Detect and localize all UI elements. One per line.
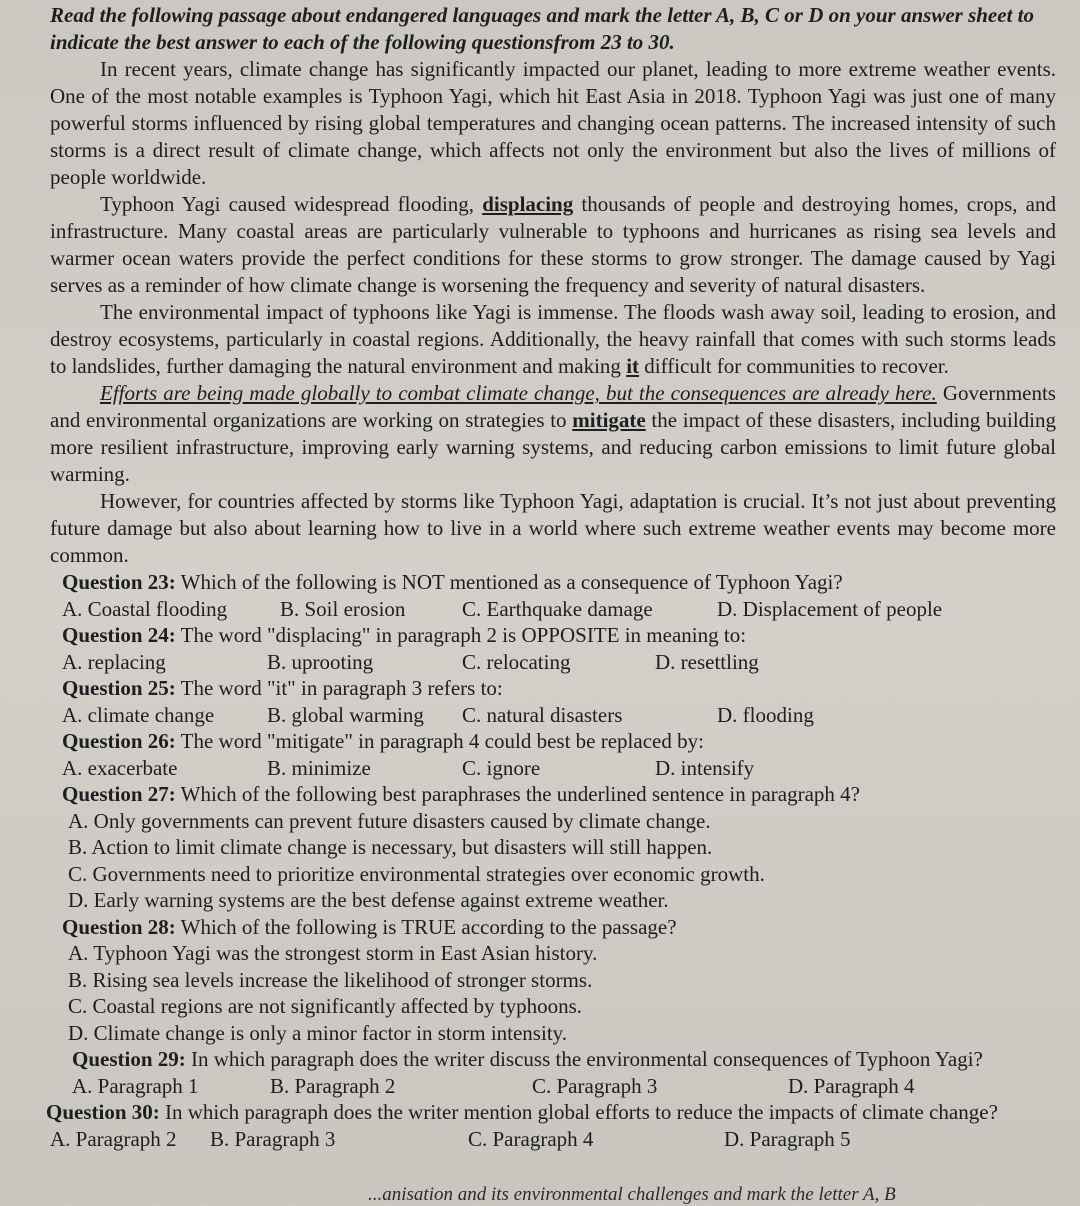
- question-23: [62, 569, 1056, 596]
- question-27-text: Which of the following best paraphrases the underlined sentence in paragraph 4?: [175, 782, 860, 806]
- paragraph-3: [50, 299, 1056, 380]
- option-b[interactable]: B. Rising sea levels increase the likelihood of stronger storms.: [68, 967, 593, 992]
- question-25-label: Question 25:: [62, 676, 176, 700]
- paragraph-4-end: the impact of these disasters, including building more resilient infrastructure, improving early warning systems, and reducing carbon emissions to limit future global warming.: [50, 408, 1056, 486]
- option-d[interactable]: D. Climate change is only a minor factor in storm intensity.: [68, 1020, 568, 1045]
- option-d[interactable]: D. resettling: [655, 649, 759, 674]
- option-c[interactable]: C. relocating: [462, 649, 571, 674]
- paragraph-4-start: Governments and environmental organizations are working on strategies to: [50, 381, 1056, 432]
- question-23-text: Which of the following is NOT mentioned as a consequence of Typhoon Yagi?: [175, 570, 843, 594]
- question-30-label: Question 30:: [46, 1100, 160, 1124]
- question-26-options: [62, 755, 1056, 782]
- question-28-label: Question 28:: [62, 914, 176, 939]
- option-a[interactable]: A. Typhoon Yagi was the strongest storm in East Asian history.: [68, 941, 598, 965]
- question-29-label: Question 29:: [72, 1047, 186, 1071]
- option-b[interactable]: B. uprooting: [267, 649, 374, 674]
- question-24-options: [62, 649, 1056, 676]
- option-d[interactable]: D. intensify: [655, 755, 755, 780]
- question-27: [62, 781, 1056, 808]
- option-b[interactable]: B. Paragraph 2: [270, 1073, 396, 1098]
- paragraph-2-start: Typhoon Yagi caused widespread flooding,: [100, 192, 483, 216]
- option-c[interactable]: C. Earthquake damage: [462, 596, 653, 621]
- question-23-options: [62, 596, 1056, 623]
- paragraph-3-start: The environmental impact of typhoons like Yagi is immense. The floods wash away soil, leading to erosion, and destroy ecosystems, particularly in coastal regions. Additionally, the heavy rainfall that comes with such storms leads to landslides, further damaging the natural environment and making: [50, 300, 1056, 378]
- option-a[interactable]: A. exacerbate: [62, 755, 178, 780]
- option-d[interactable]: D. flooding: [717, 702, 814, 727]
- question-25-options: [62, 702, 1056, 729]
- question-29-options: [72, 1073, 1056, 1100]
- question-29-text: In which paragraph does the writer discuss the environmental consequences of Typhoon Yagi?: [185, 1047, 983, 1071]
- paragraph-1: In recent years, climate change has significantly impacted our planet, leading to more extreme weather events. One of the most notable examples is Typhoon Yagi, which hit East Asia in 2018. Typhoon Yagi was just one of many powerful storms influenced by rising global temperatures and changing ocean patterns. The increased intensity of such storms is a direct result of climate change, which affects not only the environment but also the lives of millions of people worldwide.: [50, 57, 1056, 189]
- question-30: [46, 1099, 1056, 1126]
- option-a[interactable]: A. Paragraph 1: [72, 1073, 199, 1098]
- underlined-word-displacing: displacing: [482, 192, 574, 216]
- question-27-label: Question 27:: [62, 782, 176, 806]
- paragraph-5: However, for countries affected by storms like Typhoon Yagi, adaptation is crucial. It’s not just about preventing future damage but also about learning how to live in a world where such extreme weather events may become more common.: [50, 489, 1056, 567]
- question-26-label: Question 26:: [62, 729, 176, 753]
- paragraph-2: [50, 191, 1056, 299]
- option-b[interactable]: B. Soil erosion: [280, 596, 406, 621]
- question-30-text: In which paragraph does the writer mention global efforts to reduce the impacts of climate change?: [159, 1100, 998, 1124]
- question-30-options: [50, 1126, 1056, 1152]
- option-a[interactable]: A. climate change: [62, 702, 215, 727]
- option-c[interactable]: C. Coastal regions are not significantly affected by typhoons.: [68, 994, 582, 1018]
- underlined-sentence: Efforts are being made globally to combat climate change, but the consequences are already here.: [100, 381, 937, 405]
- question-24-text: The word "displacing" in paragraph 2 is OPPOSITE in meaning to:: [175, 623, 747, 647]
- instruction-text: Read the following passage about endangered languages and mark the letter A, B, C or D on your answer sheet to indicate the best answer to each of the following questionsfrom 23 to 30.: [50, 3, 1034, 54]
- option-d[interactable]: D. Displacement of people: [717, 596, 943, 621]
- question-23-label: Question 23:: [62, 570, 176, 594]
- option-d[interactable]: D. Paragraph 4: [788, 1073, 915, 1098]
- underlined-word-mitigate: mitigate: [572, 408, 646, 432]
- option-a[interactable]: A. Paragraph 2: [50, 1126, 177, 1151]
- option-c[interactable]: C. natural disasters: [462, 702, 623, 727]
- option-c[interactable]: C. Paragraph 3: [532, 1073, 658, 1098]
- question-25: [62, 675, 1056, 702]
- next-instruction-fragment: ...anisation and its environmental challenges and mark the letter A, B: [368, 1184, 896, 1205]
- underlined-word-it: it: [626, 354, 640, 378]
- option-a[interactable]: A. Only governments can prevent future disasters caused by climate change.: [68, 808, 711, 833]
- option-a[interactable]: A. replacing: [62, 649, 166, 674]
- option-c[interactable]: C. Governments need to prioritize environmental strategies over economic growth.: [68, 861, 765, 886]
- question-24-label: Question 24:: [62, 623, 176, 647]
- question-26-text: The word "mitigate" in paragraph 4 could best be replaced by:: [175, 729, 704, 753]
- option-c[interactable]: C. Paragraph 4: [468, 1126, 594, 1151]
- question-26: [62, 728, 1056, 755]
- option-d[interactable]: D. Early warning systems are the best defense against extreme weather.: [68, 888, 669, 912]
- question-29: [72, 1046, 1056, 1073]
- paragraph-4: [50, 380, 1056, 488]
- question-24: [62, 622, 1056, 649]
- paragraph-2-end: thousands of people and destroying homes, crops, and infrastructure. Many coastal areas are particularly vulnerable to typhoons and hurricanes as rising sea levels and warmer ocean waters provide the perfect conditions for these storms to grow stronger. The damage caused by Yagi serves as a reminder of how climate change is worsening the frequency and severity of natural disasters.: [50, 192, 1056, 297]
- option-b[interactable]: B. minimize: [267, 755, 371, 780]
- question-28: [62, 914, 1056, 941]
- question-28-text: Which of the following is TRUE according to the passage?: [175, 914, 677, 939]
- option-b[interactable]: B. Paragraph 3: [210, 1126, 336, 1151]
- option-d[interactable]: D. Paragraph 5: [724, 1126, 851, 1151]
- question-25-text: The word "it" in paragraph 3 refers to:: [175, 676, 503, 700]
- option-b[interactable]: B. global warming: [267, 702, 424, 727]
- option-b[interactable]: B. Action to limit climate change is necessary, but disasters will still happen.: [68, 835, 713, 859]
- option-a[interactable]: A. Coastal flooding: [62, 596, 228, 621]
- option-c[interactable]: C. ignore: [462, 755, 541, 780]
- paragraph-3-end: difficult for communities to recover.: [639, 354, 949, 378]
